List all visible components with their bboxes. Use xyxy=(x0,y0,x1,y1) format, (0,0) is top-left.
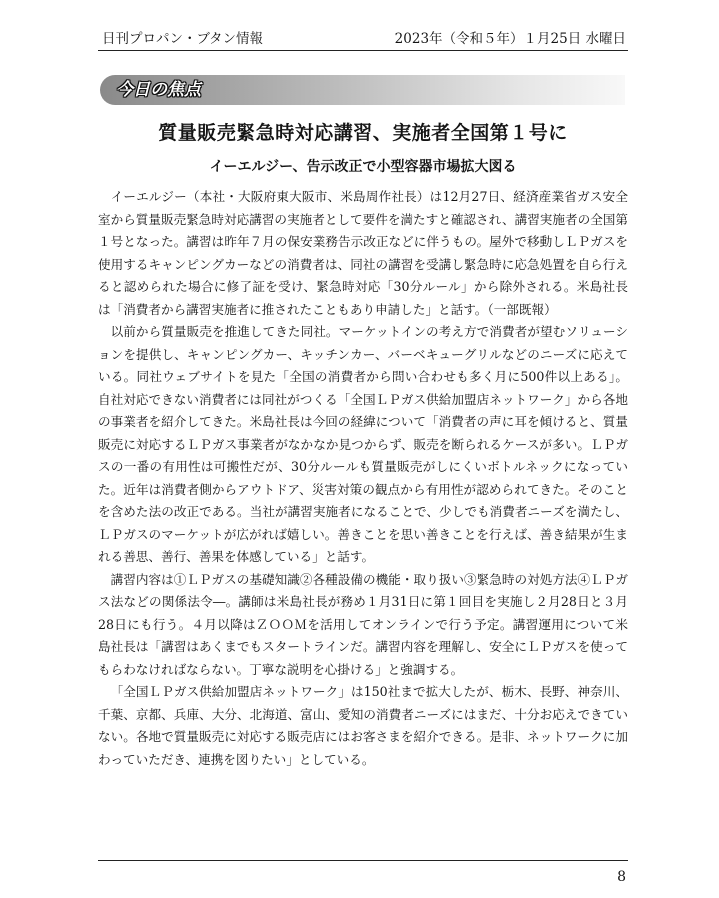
footer-rule xyxy=(98,860,628,861)
page-number: 8 xyxy=(617,869,626,885)
running-header xyxy=(98,28,628,51)
article-body xyxy=(98,186,628,771)
article-paragraph: 「全国ＬＰガス供給加盟店ネットワーク」は150社まで拡大したが、栃木、長野、神奈川、千葉、京都、兵庫、大分、北海道、富山、愛知の消費者ニーズにはまだ、十分お応えできていない。各地で質量販売に対応する販売店にはお客さまを紹介できる。是非、ネットワークに加わっていただき、連携を図りたい」としている。 xyxy=(98,684,628,767)
section-banner xyxy=(100,75,625,105)
article-title: 質量販売緊急時対応講習、実施者全国第１号に xyxy=(158,122,568,144)
publication-name: 日刊プロパン・ブタン情報 xyxy=(102,31,264,47)
article-subtitle: イーエルジー、告示改正で小型容器市場拡大図る xyxy=(209,159,517,175)
article-paragraph: 以前から質量販売を推進してきた同社。マーケットインの考え方で消費者が望むソリューションを提供し、キャンピングカー、キッチンカー、バーベキューグリルなどのニーズに応えている。同社ウェブサイトを見た「全国の消費者から問い合わせも多く月に500件以上ある」。自社対応できない消費者には同社がつくる「全国ＬＰガス供給加盟店ネットワーク」から各地の事業者を紹介してきた。米島社長は今回の経緯について「消費者の声に耳を傾けると、質量販売に対応するＬＰガス事業者がなかなか見つからず、販売を断られるケースが多い。ＬＰガスの一番の有用性は可搬性だが、30分ルールも質量販売がしにくいボトルネックになっていた。近年は消費者側からアウトドア、災害対策の観点から有用性が認められてきた。そのことを含めた法の改正である。当社が講習実施者になることで、少しでも消費者ニーズを満たし、ＬＰガスのマーケットが広がれば嬉しい。善きことを思い善きことを行えば、善き結果が生まれる善思、善行、善果を体感している」と話す。 xyxy=(98,324,628,564)
section-label: 今日の焦点 xyxy=(116,80,201,100)
article-paragraph: イーエルジー（本社・大阪府東大阪市、米島周作社長）は12月27日、経済産業省ガス安全室から質量販売緊急時対応講習の実施者として要件を満たすと確認され、講習実施者の全国第１号となった。講習は昨年７月の保安業務告示改正などに伴うもの。屋外で移動しＬＰガスを使用するキャンピングカーなどの消費者は、同社の講習を受講し緊急時に応急処置を自ら行えると認められた場合に修了証を受け、緊急時対応「30分ルール」から除外される。米島社長は「消費者から講習実施者に推されたこともあり申請した」と話す。（一部既報） xyxy=(98,189,628,317)
issue-date: 2023年（令和５年）１月25日 水曜日 xyxy=(394,31,626,47)
article-paragraph: 講習内容は①ＬＰガスの基礎知識②各種設備の機能・取り扱い③緊急時の対処方法④ＬＰガス法などの関係法令―。講師は米島社長が務め１月31日に第１回目を実施し２月28日と３月28日にも行う。４月以降はＺＯＯＭを活用してオンラインで行う予定。講習運用について米島社長は「講習はあくまでもスタートラインだ。講習内容を理解し、安全にＬＰガスを使ってもらわなければならない。丁寧な説明を心掛ける」と強調する。 xyxy=(98,571,628,677)
